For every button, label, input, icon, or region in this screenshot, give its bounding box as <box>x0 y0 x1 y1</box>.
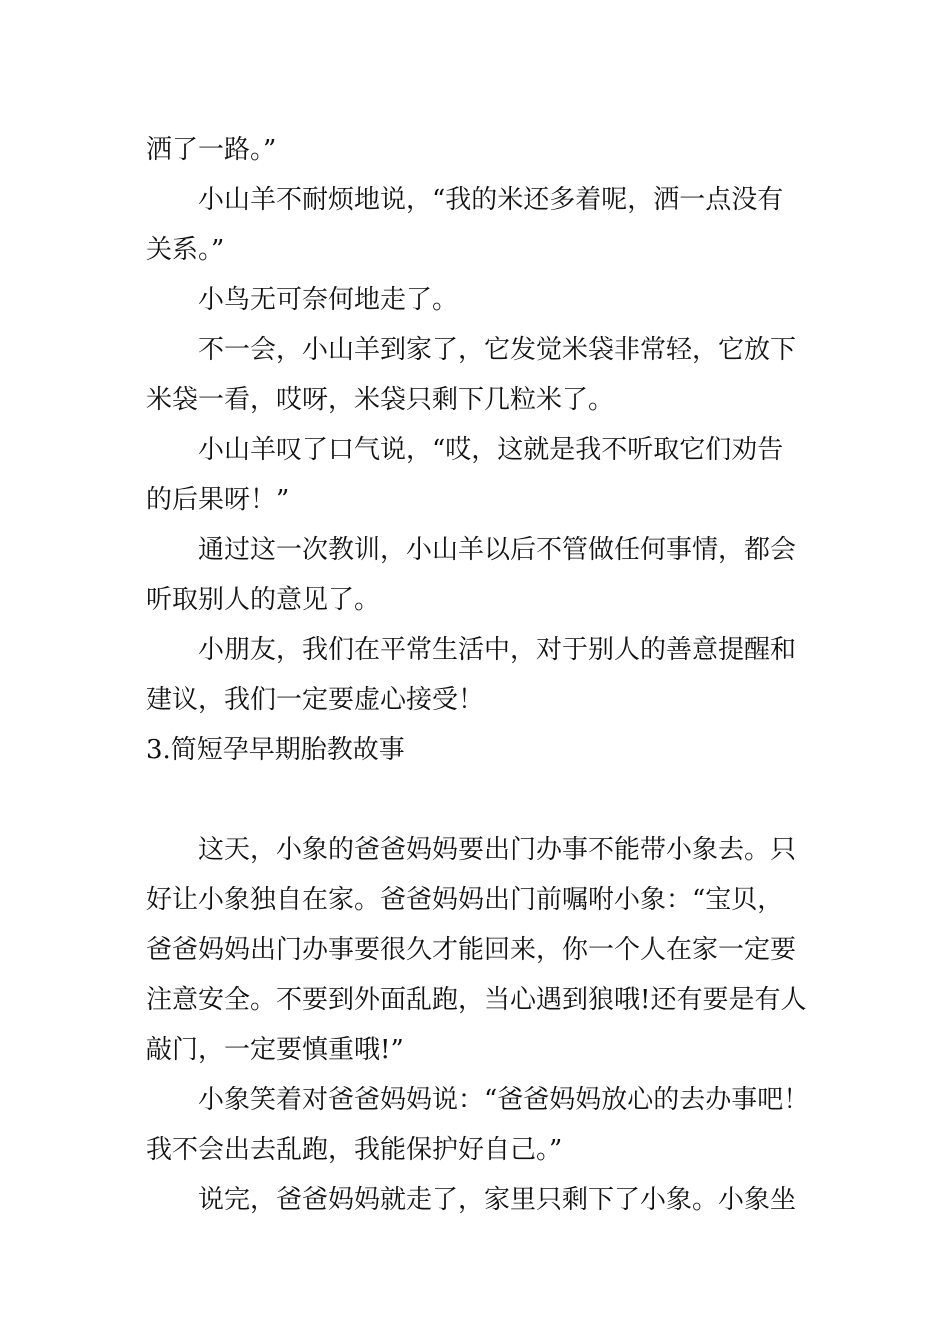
paragraph-start-line: 小山羊不耐烦地说，“我的米还多着呢，洒一点没有 <box>198 185 784 215</box>
text-line: 好让小象独自在家。爸爸妈妈出门前嘱咐小象：“宝贝， <box>146 885 784 915</box>
paragraph-start-line: 小象笑着对爸爸妈妈说：“爸爸妈妈放心的去办事吧！ <box>198 1085 810 1115</box>
document-body <box>146 125 810 1225</box>
paragraph-start-line: 小朋友，我们在平常生活中，对于别人的善意提醒和 <box>198 635 797 665</box>
text-line: 关系。” <box>146 235 225 265</box>
text-line: 我不会出去乱跑，我能保护好自己。” <box>146 1135 563 1165</box>
text-line: 的后果呀！” <box>146 485 290 515</box>
paragraph-start-line: 通过这一次教训，小山羊以后不管做任何事情，都会 <box>198 535 797 565</box>
paragraph-start-line: 小山羊叹了口气说，“哎，这就是我不听取它们劝告 <box>198 435 784 465</box>
paragraph-start-line: 小鸟无可奈何地走了。 <box>198 285 459 315</box>
blank-line <box>146 775 810 825</box>
paragraph-start-line: 不一会，小山羊到家了，它发觉米袋非常轻，它放下 <box>198 335 797 365</box>
section-heading: 3.简短孕早期胎教故事 <box>146 735 405 765</box>
text-line: 爸爸妈妈出门办事要很久才能回来，你一个人在家一定要 <box>146 935 797 965</box>
text-line: 注意安全。不要到外面乱跑，当心遇到狼哦!还有要是有人 <box>146 985 807 1015</box>
text-line: 建议，我们一定要虚心接受！ <box>146 685 485 715</box>
text-line: 听取别人的意见了。 <box>146 585 381 615</box>
text-line: 敲门，一定要慎重哦!” <box>146 1035 404 1065</box>
text-line: 米袋一看，哎呀，米袋只剩下几粒米了。 <box>146 385 615 415</box>
paragraph-start-line: 说完，爸爸妈妈就走了，家里只剩下了小象。小象坐 <box>198 1185 797 1215</box>
paragraph-start-line: 这天，小象的爸爸妈妈要出门办事不能带小象去。只 <box>198 835 797 865</box>
text-line: 洒了一路。” <box>146 135 277 165</box>
